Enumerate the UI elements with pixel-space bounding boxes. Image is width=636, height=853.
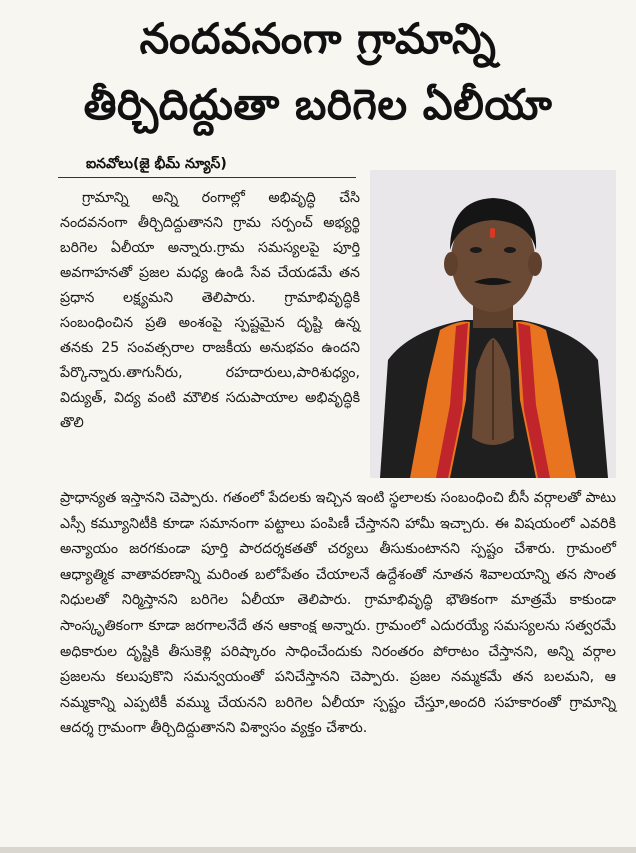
page-bottom-edge bbox=[0, 847, 636, 853]
dateline-underline bbox=[58, 177, 356, 178]
headline-line-1: నందవనంగా గ్రామాన్ని bbox=[139, 14, 497, 63]
article-full-width-text bbox=[60, 486, 616, 742]
portrait-photo bbox=[370, 170, 616, 478]
dateline: ఐనవోలు(జై భీమ్ న్యూస్) bbox=[86, 156, 227, 172]
article-paragraph-2: ప్రాధాన్యత ఇస్తానని చెప్పారు. గతంలో పేదలకు ఇచ్చిన ఇంటి స్థలాలకు సంబంధించి బీసీ వర్గాలతో పాటు ఎస్సీ కమ్యూనిటీకి కూడా సమానంగా పట్టాలు పంపిణీ చేస్తానని హామీ ఇచ్చారు. ఈ విషయంలో ఎవరికి అన్యాయం జరగకుండా పూర్తి పారదర్శకతతో చర్యలు తీసుకుంటానని స్పష్టం చేశారు. గ్రామంలో ఆధ్యాత్మిక వాతావరణాన్ని మరింత బలోపేతం చేయాలనే ఉద్దేశంతో నూతన శివాలయాన్ని తన సొంత నిధులతో నిర్మిస్తానని బరిగెల ఏలీయా తెలిపారు. గ్రామాభివృద్ధి భౌతికంగా మాత్రమే కాకుండా సాంస్కృతికంగా కూడా జరగాలనేదే తన ఆకాంక్ష అన్నారు. గ్రామంలో ఎదురయ్యే సమస్యలను సత్వరమే అధికారుల దృష్టికి తీసుకెళ్లి పరిష్కారం సాధించేందుకు నిరంతరం పోరాటం చేస్తానని, అన్ని వర్గాల ప్రజలను కలుపుకొని సమన్వయంతో పనిచేస్తానని చెప్పారు. ప్రజల నమ్మకమే తన బలమని, ఆ నమ్మకాన్ని ఎప్పటికీ వమ్ము చేయనని బరిగెల ఏలీయా స్పష్టం చేస్తూ,అందరి సహకారంతో గ్రామాన్ని ఆదర్శ గ్రామంగా తీర్చిదిద్దుతానని విశ్వాసం వ్యక్తం చేశారు. bbox=[60, 490, 616, 737]
headline bbox=[0, 6, 636, 138]
article-paragraph-1: గ్రామాన్ని అన్ని రంగాల్లో అభివృద్ధి చేసి నందవనంగా తీర్చిదిద్దుతానని గ్రామ సర్పంచ్ అభ్యర్థి బరిగెల ఏలీయా అన్నారు.గ్రామ సమస్యలపై పూర్తి అవగాహనతో ప్రజల మధ్య ఉండి సేవ చేయడమే తన ప్రధాన లక్ష్యమని తెలిపారు. గ్రామాభివృద్ధికి సంబంధించిన ప్రతి అంశంపై స్పష్టమైన దృష్టి ఉన్న తనకు 25 సంవత్సరాల రాజకీయ అనుభవం ఉందని పేర్కొన్నారు.తాగునీరు, రహదారులు,పారిశుధ్యం, విద్యుత్, విద్య వంటి మౌలిక సదుపాయాల అభివృద్ధికి తొలి bbox=[60, 190, 360, 431]
headline-line-2: తీర్చిదిద్దుతా బరిగెల ఏలీయా bbox=[83, 80, 553, 129]
portrait-icon bbox=[370, 170, 616, 478]
article-column-text bbox=[60, 186, 360, 436]
